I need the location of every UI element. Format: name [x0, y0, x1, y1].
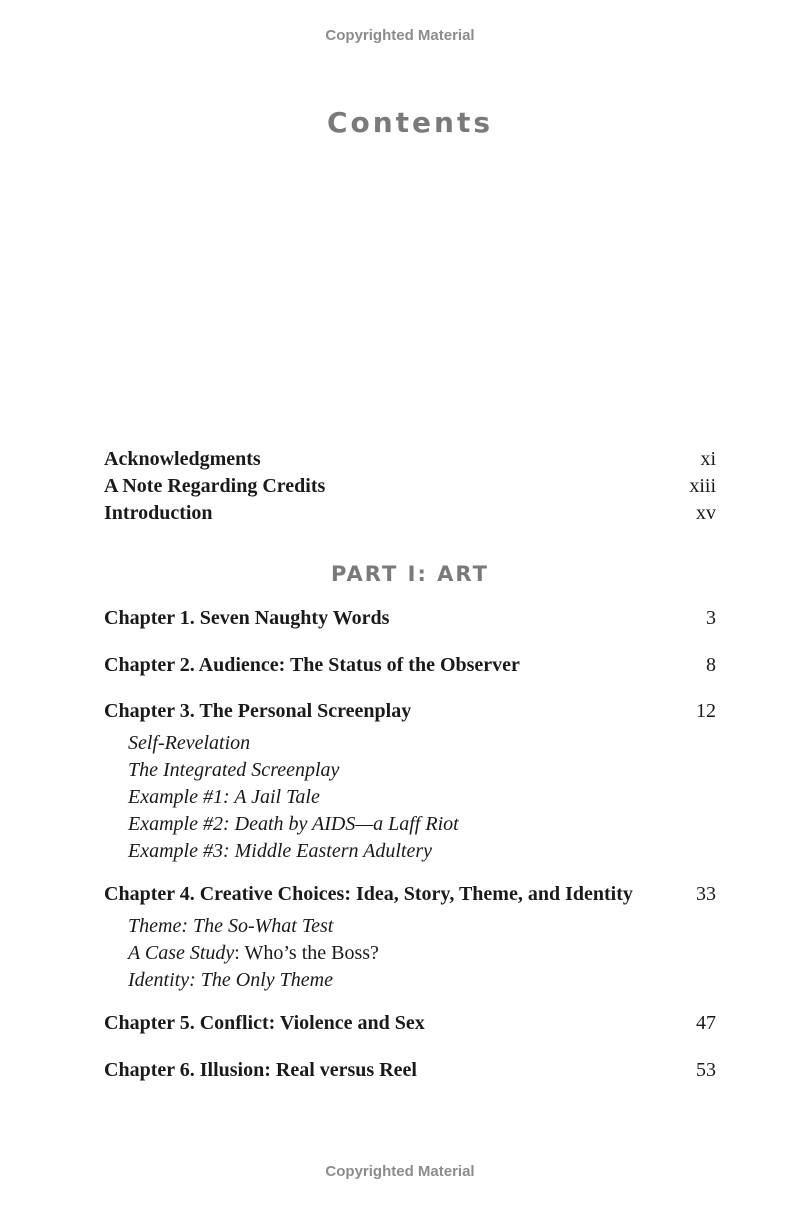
- toc-entry-page: xi: [700, 448, 716, 470]
- toc-entry-page: 12: [696, 700, 716, 722]
- toc-subsection[interactable]: Example #1: A Jail Tale: [128, 786, 320, 808]
- toc-entry-label: Acknowledgments: [104, 448, 261, 470]
- copyright-footer: Copyrighted Material: [325, 1163, 475, 1180]
- toc-entry-label: Chapter 3. The Personal Screenplay: [104, 700, 412, 722]
- toc-entry-chapter-1[interactable]: [104, 605, 716, 631]
- toc-subsection[interactable]: Theme: The So-What Test: [128, 915, 334, 937]
- toc-entry-page: 33: [696, 883, 716, 905]
- toc-entry-introduction[interactable]: [104, 500, 716, 526]
- toc-subsection[interactable]: The Integrated Screenplay: [128, 759, 340, 781]
- toc-entry-page: 47: [696, 1012, 716, 1034]
- toc-entry-chapter-6[interactable]: [104, 1057, 716, 1083]
- toc-entry-label: Introduction: [104, 502, 213, 524]
- page-title: Contents: [326, 106, 494, 139]
- toc-entry-page: 3: [706, 607, 716, 629]
- toc-entry-label: Chapter 1. Seven Naughty Words: [104, 607, 390, 629]
- part-heading: PART I: ART: [331, 562, 489, 586]
- toc-entry-label: Chapter 5. Conflict: Violence and Sex: [104, 1012, 425, 1034]
- toc-entry-chapter-5[interactable]: [104, 1010, 716, 1036]
- toc-entry-label: Chapter 4. Creative Choices: Idea, Story, Theme, and Identity: [104, 883, 633, 905]
- toc-entry-chapter-4[interactable]: [104, 881, 716, 907]
- toc-entry-chapter-3[interactable]: [104, 698, 716, 724]
- toc-entry-page: xiii: [689, 475, 716, 497]
- toc-entry-acknowledgments[interactable]: [104, 446, 716, 472]
- toc-subsection-plain: : Who’s the Boss?: [234, 942, 379, 964]
- toc-entry-label: Chapter 6. Illusion: Real versus Reel: [104, 1059, 417, 1081]
- toc-entry-page: xv: [696, 502, 716, 524]
- copyright-header: Copyrighted Material: [325, 27, 475, 44]
- toc-entry-chapter-2[interactable]: [104, 652, 716, 678]
- toc-subsection[interactable]: Example #3: Middle Eastern Adultery: [128, 840, 433, 862]
- toc-entry-page: 8: [706, 654, 716, 676]
- toc-subsection[interactable]: Identity: The Only Theme: [128, 969, 333, 991]
- toc-subsection-italic: A Case Study: [128, 942, 235, 964]
- toc-entry-page: 53: [696, 1059, 716, 1081]
- toc-subsection[interactable]: [128, 940, 379, 966]
- toc-entry-note-regarding-credits[interactable]: [104, 473, 716, 499]
- toc-subsection[interactable]: Example #2: Death by AIDS—a Laff Riot: [128, 813, 459, 835]
- toc-entry-label: A Note Regarding Credits: [104, 475, 326, 497]
- toc-entry-label: Chapter 2. Audience: The Status of the Observer: [104, 654, 520, 676]
- toc-subsection[interactable]: Self-Revelation: [128, 732, 251, 754]
